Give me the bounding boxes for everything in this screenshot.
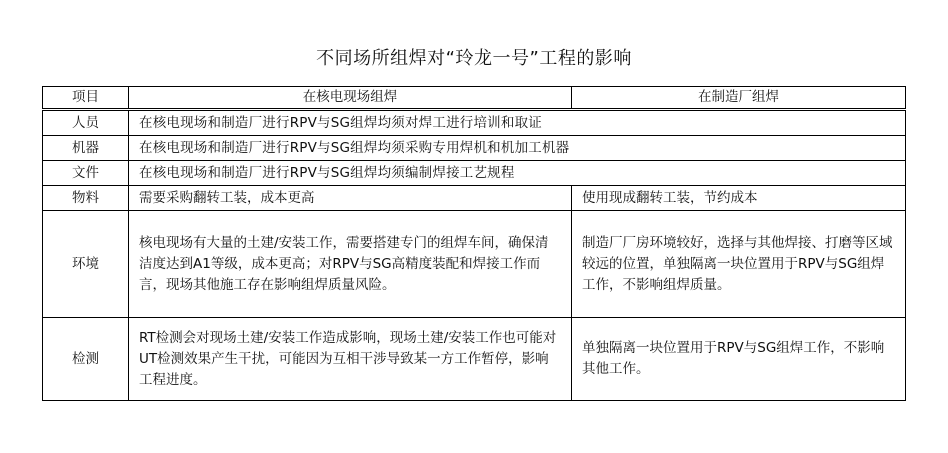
- table-row: [43, 318, 906, 401]
- row-item-documents: 文件: [43, 161, 129, 186]
- row-factory-cell: 单独隔离一块位置用于RPV与SG组焊工作，不影响其他工作。: [572, 318, 906, 401]
- row-factory-cell: 使用现成翻转工装，节约成本: [572, 186, 906, 211]
- table-row: [43, 136, 906, 161]
- header-item: 项目: [43, 87, 129, 110]
- row-onsite-cell: RT检测会对现场土建/安装工作造成影响，现场土建/安装工作也可能对UT检测效果产生干扰，可能因为互相干涉导致某一方工作暂停，影响工程进度。: [129, 318, 572, 401]
- table-header-row: [43, 87, 906, 110]
- row-onsite-cell: 需要采购翻转工装，成本更高: [129, 186, 572, 211]
- row-factory-cell: 制造厂厂房环境较好，选择与其他焊接、打磨等区域较远的位置，单独隔离一块位置用于RPV与SG组焊工作，不影响组焊质量。: [572, 211, 906, 318]
- table-row: [43, 186, 906, 211]
- row-item-inspection: 检测: [43, 318, 129, 401]
- table-row: [43, 211, 906, 318]
- row-onsite-cell: 核电现场有大量的土建/安装工作，需要搭建专门的组焊车间，确保清洁度达到A1等级，成本更高；对RPV与SG高精度装配和焊接工作而言，现场其他施工存在影响组焊质量风险。: [129, 211, 572, 318]
- row-merged-cell: 在核电现场和制造厂进行RPV与SG组焊均须采购专用焊机和机加工机器: [129, 136, 906, 161]
- table-row: [43, 161, 906, 186]
- table-title: 不同场所组焊对“玲龙一号”工程的影响: [316, 48, 632, 69]
- row-item-machines: 机器: [43, 136, 129, 161]
- table-row: [43, 110, 906, 136]
- row-item-materials: 物料: [43, 186, 129, 211]
- row-merged-cell: 在核电现场和制造厂进行RPV与SG组焊均须对焊工进行培训和取证: [129, 110, 906, 136]
- header-onsite: 在核电现场组焊: [129, 87, 572, 110]
- comparison-table: [42, 86, 906, 401]
- row-item-environment: 环境: [43, 211, 129, 318]
- header-factory: 在制造厂组焊: [572, 87, 906, 110]
- row-merged-cell: 在核电现场和制造厂进行RPV与SG组焊均须编制焊接工艺规程: [129, 161, 906, 186]
- row-item-personnel: 人员: [43, 110, 129, 136]
